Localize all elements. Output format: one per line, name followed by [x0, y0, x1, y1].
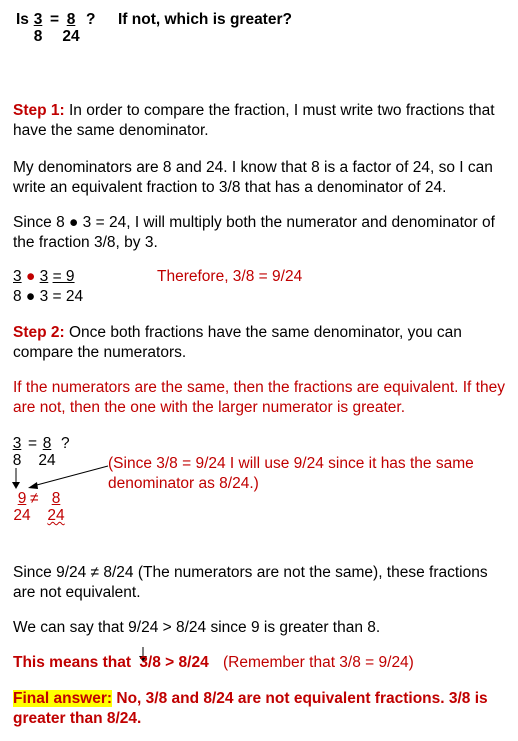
work-question-mark: ? — [61, 435, 70, 452]
question-suffix: If not, which is greater? — [118, 11, 292, 28]
calc-bottom-line: 8 ● 3 = 24 — [13, 288, 84, 305]
step2-text: Once both fractions have the same denominator, you can compare the numerators. — [13, 324, 462, 361]
step1-therefore: Therefore, 3/8 = 9/24 — [157, 268, 303, 285]
question-fraction-1-num: 3 — [33, 11, 43, 28]
final-answer-label: Final answer: — [13, 690, 113, 707]
means-value: 3/8 > 8/24 — [139, 654, 209, 671]
calc-top-a: 3 — [13, 268, 22, 285]
step1-paragraph-3: Since 8 ● 3 = 24, I will multiply both the numerator and denominator of the fraction 3/8, by 3. — [13, 214, 495, 251]
step1-text: In order to compare the fraction, I must write two fractions that have the same denominator. — [13, 102, 495, 139]
question-fraction-2-num: 8 — [66, 11, 76, 28]
question-mark: ? — [86, 11, 96, 28]
step2-label: Step 2: — [13, 324, 65, 341]
step1-paragraph-2: My denominators are 8 and 24. I know that 8 is a factor of 24, so I can write an equivalent fraction to 3/8 that has a denominator of 24. — [13, 159, 493, 196]
conclusion-paragraph-2: We can say that 9/24 > 8/24 since 9 is greater than 8. — [13, 619, 381, 636]
work-note: (Since 3/8 = 9/24 I will use 9/24 since it has the same denominator as 8/24.) — [108, 455, 474, 492]
work-fraction-9-24-num: 9 — [17, 490, 27, 507]
question-equals: = — [50, 11, 60, 28]
calc-top-eq: = 9 — [52, 268, 75, 285]
work-fraction-9-24-den: 24 — [13, 507, 31, 524]
work-equals: = — [28, 435, 38, 452]
work-fraction-8-24-b-den: 24 — [47, 507, 65, 524]
means-label: This means that — [13, 654, 131, 671]
final-answer — [13, 689, 513, 729]
final-answer-text: No, 3/8 and 8/24 are not equivalent fractions. 3/8 is greater than 8/24. — [13, 690, 488, 727]
conclusion-means-line — [13, 654, 414, 672]
note-arrow-shaft — [33, 466, 108, 486]
conclusion-paragraph-1: Since 9/24 ≠ 8/24 (The numerators are not the same), these fractions are not equivalent. — [13, 564, 488, 601]
step2-rule: If the numerators are the same, then the fractions are equivalent. If they are not, then the one with the larger numerator is greater. — [13, 379, 505, 416]
calc-dot: ● — [25, 268, 36, 285]
question-prefix: Is — [16, 11, 29, 28]
work-fraction-3-8-num: 3 — [12, 435, 22, 452]
work-fraction-3-8-den: 8 — [12, 452, 22, 469]
work-fraction-8-24-b-num: 8 — [51, 490, 61, 507]
work-fraction-9-24 — [12, 490, 32, 524]
work-fraction-8-24-b — [46, 490, 66, 524]
means-remember: (Remember that 3/8 = 9/24) — [223, 654, 414, 671]
work-fraction-8-24-num: 8 — [42, 435, 52, 452]
work-not-equal: ≠ — [30, 490, 39, 507]
question-fraction-2-den: 24 — [62, 28, 80, 45]
question-fraction-1-den: 8 — [33, 28, 43, 45]
note-arrow-head — [28, 482, 38, 489]
step1-label: Step 1: — [13, 102, 65, 119]
down-arrow-head — [12, 482, 20, 489]
work-fraction-8-24-den: 24 — [38, 452, 56, 469]
calc-top-b: 3 — [39, 268, 49, 285]
